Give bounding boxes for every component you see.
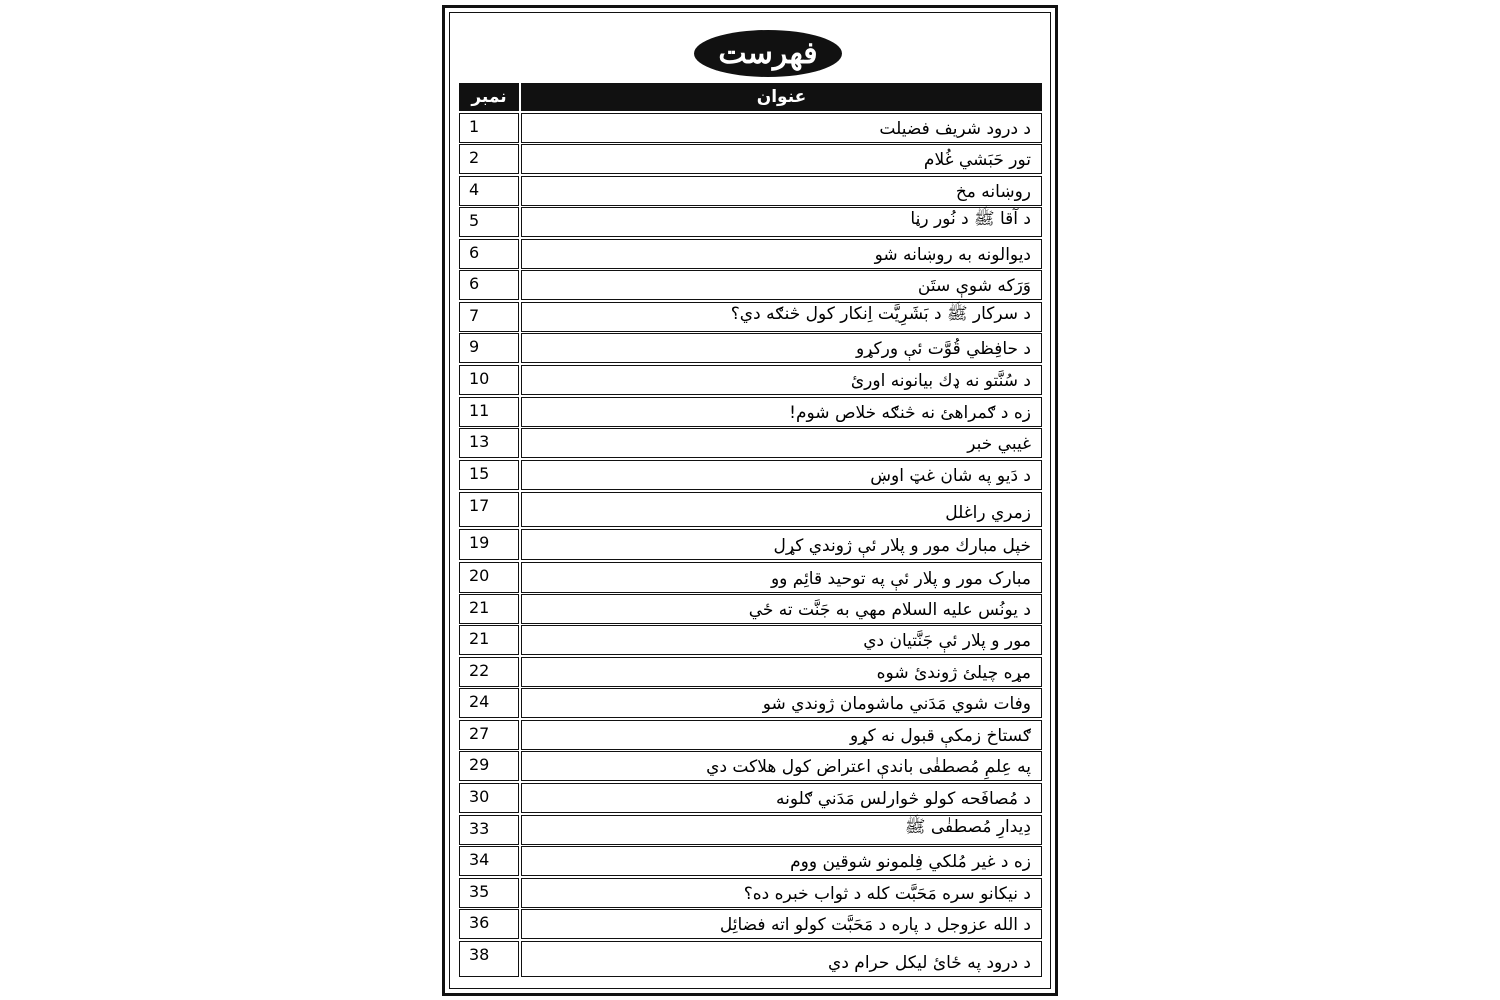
- table-row: [459, 333, 1042, 363]
- row-title: غیبي خبر: [967, 434, 1031, 454]
- row-title: د درود په ځائ لیکل حرام دي: [828, 953, 1031, 973]
- row-title-cell: [521, 688, 1042, 718]
- row-title-cell: [521, 815, 1042, 845]
- row-number: 36: [459, 909, 519, 939]
- column-header-title: عنوان: [521, 83, 1042, 111]
- row-title: د سُنَّتو نه ډك بیانونه اورئ: [850, 371, 1031, 391]
- row-title: د آقا ﷺ د نُور رڼا: [910, 209, 1031, 229]
- row-title: د یونُس علیه السلام مهي به جَنَّت ته ځي: [748, 600, 1031, 620]
- table-row: [459, 207, 1042, 237]
- table-row: [459, 239, 1042, 269]
- row-number: 6: [459, 239, 519, 269]
- row-title: د حافِظي قُوَّت ئې ورکړو: [855, 339, 1031, 359]
- table-row: [459, 783, 1042, 813]
- table-row: [459, 113, 1042, 143]
- row-number: 11: [459, 397, 519, 427]
- row-title-cell: [521, 397, 1042, 427]
- row-title: مبارک مور و پلار ئې په توحید قائِم وو: [770, 569, 1031, 589]
- column-header-number: نمبر: [459, 83, 519, 111]
- row-title-cell: [521, 333, 1042, 363]
- table-row: [459, 688, 1042, 718]
- row-number: 22: [459, 657, 519, 687]
- row-title: د دَیو په شان غټ اوښ: [870, 466, 1031, 486]
- table-row: [459, 657, 1042, 687]
- row-title: د مُصافَحه کولو څوارلس مَدَني ګلونه: [775, 789, 1031, 809]
- row-title: تور حَبَشي غُلام: [923, 150, 1031, 170]
- row-title-cell: [521, 625, 1042, 655]
- row-title-cell: [521, 941, 1042, 977]
- row-title-cell: [521, 460, 1042, 490]
- row-title: روښانه مخ: [955, 182, 1031, 202]
- row-number: 33: [459, 815, 519, 845]
- table-row: [459, 365, 1042, 395]
- row-number: 20: [459, 562, 519, 593]
- table-row: [459, 720, 1042, 750]
- row-title: په عِلمِ مُصطفٰی باندې اعتراض کول هلاکت دي: [706, 757, 1031, 777]
- row-title: د الله عزوجل د پاره د مَحَبَّت کولو اته فضائِل: [719, 915, 1031, 935]
- table-row: [459, 492, 1042, 527]
- row-number: 17: [459, 492, 519, 527]
- row-title: وفات شوي مَدَني ماشومان ژوندي شو: [762, 694, 1031, 714]
- row-title: د نیکانو سره مَحَبَّت کله د ثواب خبره ده؟: [743, 884, 1031, 904]
- row-title: ګستاخ زمکې قبول نه کړو: [850, 726, 1031, 746]
- row-number: 9: [459, 333, 519, 363]
- row-number: 27: [459, 720, 519, 750]
- table-row: [459, 397, 1042, 427]
- table-row: [459, 176, 1042, 206]
- row-title-cell: [521, 562, 1042, 593]
- row-number: 6: [459, 270, 519, 300]
- row-number: 21: [459, 625, 519, 655]
- table-row: [459, 909, 1042, 939]
- row-number: 34: [459, 846, 519, 876]
- row-title: زمري راغلل: [945, 503, 1031, 523]
- row-number: 4: [459, 176, 519, 206]
- table-row: [459, 941, 1042, 977]
- row-title-cell: [521, 594, 1042, 624]
- row-title-cell: [521, 909, 1042, 939]
- row-title-cell: [521, 657, 1042, 687]
- row-title-cell: [521, 239, 1042, 269]
- row-title: وَرَکه شوې ستَن: [917, 276, 1031, 296]
- table-row: [459, 428, 1042, 458]
- row-number: 35: [459, 878, 519, 908]
- row-title: خپل مبارك مور و پلار ئې ژوندي کړل: [773, 536, 1031, 556]
- row-title-cell: [521, 878, 1042, 908]
- row-title-cell: [521, 144, 1042, 174]
- row-title-cell: [521, 529, 1042, 560]
- row-title-cell: [521, 270, 1042, 300]
- table-row: [459, 529, 1042, 560]
- row-title-cell: [521, 113, 1042, 143]
- row-title: د سرکار ﷺ د بَشَرِیَّت اِنکار کول څنګه دي؟: [730, 304, 1031, 324]
- table-row: [459, 751, 1042, 781]
- row-title-cell: [521, 846, 1042, 876]
- row-number: 30: [459, 783, 519, 813]
- row-number: 24: [459, 688, 519, 718]
- row-title: مړه چیلئ ژوندئ شوه: [876, 663, 1031, 683]
- row-title: دِیدارِ مُصطفٰی ﷺ: [904, 817, 1031, 837]
- row-title-cell: [521, 783, 1042, 813]
- row-title-cell: [521, 428, 1042, 458]
- table-row: [459, 144, 1042, 174]
- row-number: 5: [459, 207, 519, 237]
- table-row: [459, 846, 1042, 876]
- row-number: 1: [459, 113, 519, 143]
- row-title-cell: [521, 176, 1042, 206]
- row-number: 10: [459, 365, 519, 395]
- page-title: [694, 30, 842, 77]
- table-row: [459, 460, 1042, 490]
- row-title-cell: [521, 751, 1042, 781]
- row-title: د درود شریف فضیلت: [879, 119, 1031, 139]
- table-row: [459, 815, 1042, 845]
- row-number: 7: [459, 302, 519, 332]
- table-row: [459, 302, 1042, 332]
- row-title-cell: [521, 207, 1042, 237]
- page-title-text: فهرست: [718, 36, 818, 71]
- row-title-cell: [521, 365, 1042, 395]
- row-number: 21: [459, 594, 519, 624]
- row-number: 15: [459, 460, 519, 490]
- row-title: دیوالونه به روښانه شو: [874, 245, 1031, 265]
- row-number: 38: [459, 941, 519, 977]
- row-title: زه د غیر مُلکي فِلمونو شوقین ووم: [790, 852, 1031, 872]
- row-title-cell: [521, 492, 1042, 527]
- row-title-cell: [521, 720, 1042, 750]
- row-number: 2: [459, 144, 519, 174]
- row-title-cell: [521, 302, 1042, 332]
- row-number: 29: [459, 751, 519, 781]
- row-title: زه د ګمراهئ نه څنګه خلاص شوم!: [789, 403, 1031, 423]
- table-row: [459, 625, 1042, 655]
- table-header: [459, 83, 1042, 111]
- table-row: [459, 878, 1042, 908]
- table-row: [459, 594, 1042, 624]
- row-number: 19: [459, 529, 519, 560]
- row-number: 13: [459, 428, 519, 458]
- table-row: [459, 562, 1042, 593]
- table-row: [459, 270, 1042, 300]
- row-title: مور و پلار ئې جَنَّتیان دي: [863, 631, 1031, 651]
